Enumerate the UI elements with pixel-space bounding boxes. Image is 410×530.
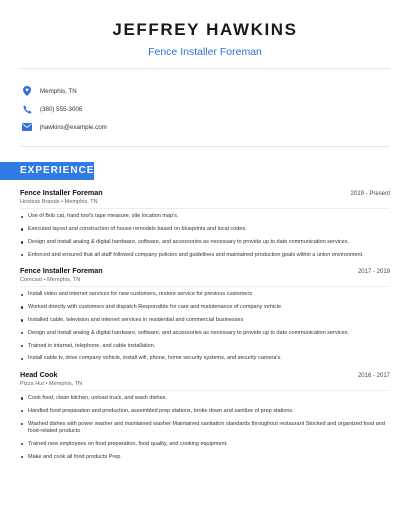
- job-entry: [20, 188, 390, 259]
- experience-list: [20, 188, 390, 468]
- job-entry: [20, 370, 390, 461]
- contact-phone: [22, 100, 107, 118]
- phone-icon: [22, 104, 32, 114]
- experience-heading: EXPERIENCE: [0, 162, 94, 180]
- location-pin-icon: [22, 86, 32, 96]
- job-company: Comcast • Memphis, TN: [20, 276, 81, 283]
- job-role: Head Cook: [20, 369, 58, 379]
- job-bullet: Design and install analog & digital hardware, software, and accessories as necessary to provide up to date communication services.: [20, 330, 390, 337]
- resume-header: [0, 0, 410, 58]
- job-company: Pizza Hut • Memphis, TN: [20, 380, 83, 387]
- job-dates: 2016 - 2017: [357, 372, 390, 379]
- job-role: Fence Installer Foreman: [20, 188, 103, 197]
- job-company: Hostess Brands • Memphis, TN: [20, 199, 98, 205]
- contact-email[interactable]: [22, 118, 107, 136]
- job-bullet: Trained new employees on food preparation, food quality, and cooking equipment.: [20, 441, 390, 448]
- contact-phone-text: (380) 555-3006: [40, 105, 83, 113]
- email-icon: [22, 122, 32, 132]
- job-dates: 2019 - Present: [350, 191, 390, 197]
- contact-list: [22, 82, 107, 136]
- candidate-title: Fence Installer Foreman: [148, 46, 262, 58]
- job-entry: [20, 266, 390, 363]
- job-bullet: Handled food preparation and production, assembled prep stations, broke down and sanitize of prep stations.: [20, 408, 390, 415]
- job-bullet: Install video and internet services for new customers, restore service for previous customers: [20, 291, 390, 298]
- candidate-name: JEFFREY HAWKINS: [112, 20, 298, 39]
- contact-location: [22, 82, 107, 100]
- job-dates: 2017 - 2019: [357, 268, 390, 275]
- job-bullet: Executed layout and construction of house remodels based on blueprints and local codes.: [20, 226, 390, 233]
- job-bullet: Install cable tv, drive company vehicle, install wifi, phone, home security systems, and security camera's.: [20, 355, 390, 362]
- job-bullets: [20, 395, 390, 461]
- job-bullet: Installed cable, television and internet services in residential and commercial businesses: [20, 317, 390, 324]
- job-bullet: Worked directly with customers and dispatch Responsible for care and maintenance of company vehicle: [20, 304, 390, 311]
- job-bullet: Make and cook all food products Prep.: [20, 454, 390, 461]
- job-bullets: [20, 213, 390, 259]
- header-divider: [20, 68, 390, 69]
- contact-divider: [20, 146, 390, 147]
- job-divider: [20, 286, 390, 287]
- job-bullet: Trained in internet, telephone, and cable installation.: [20, 343, 390, 350]
- job-bullet: Use of Bob cat, hand tool's tape measure, site location map's.: [20, 213, 390, 220]
- contact-location-text: Memphis, TN: [40, 87, 77, 95]
- job-bullet: Enforced and ensured that all staff followed company policies and guidelines and maintained production goals within a union environment.: [20, 252, 390, 259]
- job-role: Fence Installer Foreman: [20, 265, 103, 275]
- job-bullet: Design and install analog & digital hardware, software, and accessories as necessary to provide up to date communication services.: [20, 239, 390, 246]
- job-bullet: Cook food, clean kitchen, unload truck, and wash dishes.: [20, 395, 390, 402]
- job-divider: [20, 208, 390, 209]
- job-divider: [20, 390, 390, 391]
- contact-email-text[interactable]: jhawkins@example.com: [40, 123, 107, 131]
- job-bullets: [20, 291, 390, 363]
- job-bullet: Washed dishes with power washer and maintained washer Maintained sanitation standards throughout restaurant Stocked and organized food and food-related products: [20, 421, 390, 436]
